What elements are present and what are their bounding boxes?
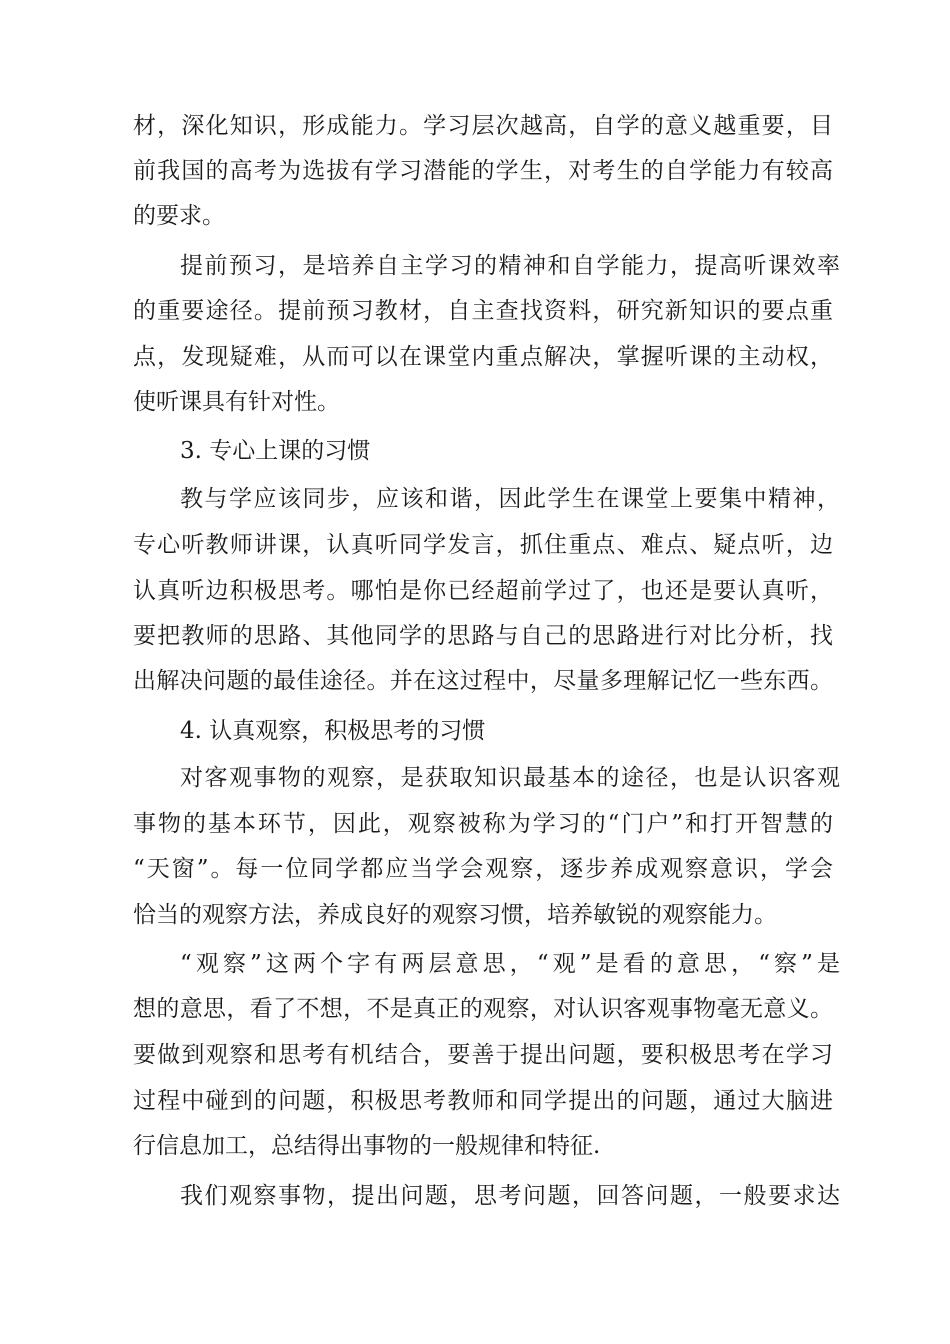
text-line: 出解决问题的最佳途径。并在这过程中，尽量多理解记忆一些东西。: [133, 668, 833, 694]
text-line: 恰当的观察方法，养成良好的观察习惯，培养敏锐的观察能力。: [133, 902, 777, 928]
text-line: “天窗”。每一位同学都应当学会观察，逐步养成观察意识，学会: [133, 856, 833, 882]
text-line: 使听课具有针对性。: [133, 389, 340, 415]
text-line: 点，发现疑难，从而可以在课堂内重点解决，掌握听课的主动权，: [133, 344, 833, 370]
text-line: 对客观事物的观察，是获取知识最基本的途径，也是认识客观: [180, 765, 840, 791]
text-line: 要把教师的思路、其他同学的思路与自己的思路进行对比分析，找: [133, 623, 833, 649]
text-line: 想的意思，看了不想，不是真正的观察，对认识客观事物毫无意义。: [133, 996, 833, 1022]
text-line: 过程中碰到的问题，积极思考教师和同学提出的问题，通过大脑进: [133, 1088, 833, 1114]
text-line: 前我国的高考为选拔有学习潜能的学生，对考生的自学能力有较高: [133, 158, 833, 184]
text-line: 行信息加工，总结得出事物的一般规律和特征.: [133, 1133, 601, 1159]
text-line: 我们观察事物，提出问题，思考问题，回答问题，一般要求达: [180, 1183, 840, 1209]
text-line: 提前预习，是培养自主学习的精神和自学能力，提高听课效率: [180, 253, 840, 279]
text-line: 事物的基本环节，因此，观察被称为学习的“门户”和打开智慧的: [133, 811, 833, 837]
text-line: 的重要途径。提前预习教材，自主查找资料，研究新知识的要点重: [133, 298, 833, 324]
text-line: 要做到观察和思考有机结合，要善于提出问题，要积极思考在学习: [133, 1042, 833, 1068]
text-line: “观察”这两个字有两层意思，“观”是看的意思，“察”是: [180, 951, 840, 977]
text-line: 认真听边积极思考。哪怕是你已经超前学过了，也还是要认真听，: [133, 578, 833, 604]
text-line: 专心听教师讲课，认真听同学发言，抓住重点、难点、疑点听，边: [133, 532, 833, 558]
text-line: 教与学应该同步，应该和谐，因此学生在课堂上要集中精神，: [180, 486, 840, 512]
section-heading: 4. 认真观察，积极思考的习惯: [180, 718, 486, 744]
text-line: 材，深化知识，形成能力。学习层次越高，自学的意义越重要，目: [133, 113, 833, 139]
text-line: 的要求。: [133, 203, 225, 229]
section-heading: 3. 专心上课的习惯: [180, 438, 371, 464]
